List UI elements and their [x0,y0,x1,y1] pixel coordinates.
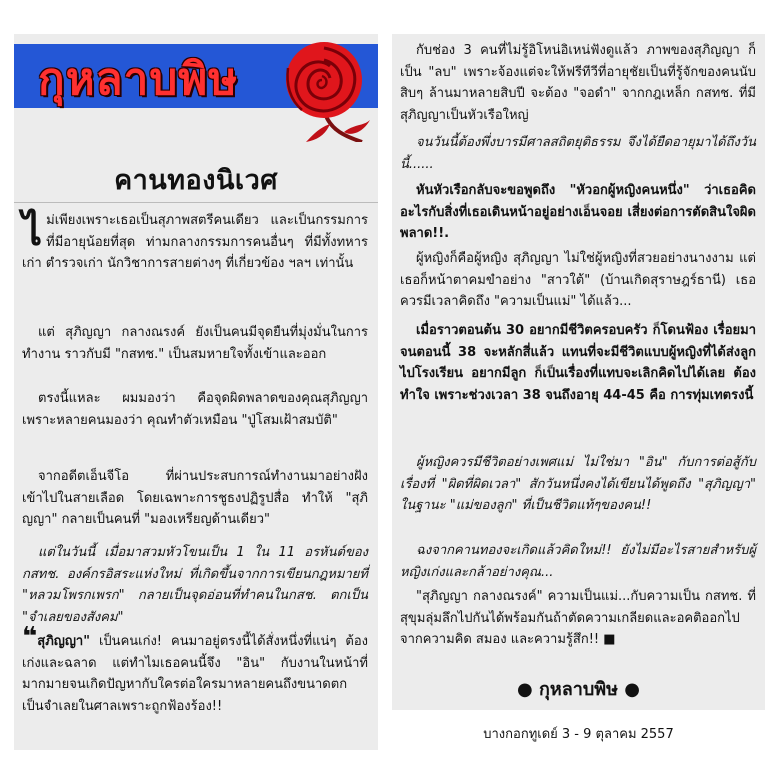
paragraph: ผู้หญิงก็คือผู้หญิง สุภิญญา ไม่ใช่ผู้หญิงที่สวยอย่างนางงาม แต่เธอก็หน้าตาคมขำอย่าง "สาวใต้" (บ้านเกิดสุราษฎร์ธานี) เธอควรมีเวลาคิดถึง "ความเป็นแม่" ได้แล้ว... [400,251,756,310]
dateline: บางกอกทูเดย์ 3 - 9 ตุลาคม 2557 [483,727,674,742]
paragraph: ตรงนี้แหละ ผมมองว่า คือจุดผิดพลาดของคุณสุภิญญา เพราะหลายคนมองว่า คุณทำตัวเหมือน "ปู่โสมเฝ้าสมบัติ" [22,391,368,428]
signoff: ● กุหลาบพิษ ● [516,679,640,700]
paragraph: ไม่เพียงเพราะเธอเป็นสุภาพสตรีคนเดียว และเป็นกรรมการที่มีอายุน้อยที่สุด ท่ามกลางกรรมการคนอื่นๆ ที่มีทั้งทหารเก่า ตำรวจเก่า นักวิชาการสายต่างๆ ที่เกี่ยวข้อง ฯลฯ เท่านั้น [22,209,368,272]
divider [14,202,378,203]
paragraph: แต่ สุภิญญา กลางณรงค์ ยังเป็นคนมีจุดยืนที่มุ่งมั่นในการทำงาน ราวกับมี "กสทช." เป็นสมหายใจทั้งเข้าและออก [22,325,368,362]
quote-mark-icon: ❝ [22,622,38,652]
rose-icon [266,38,378,142]
drop-cap: ไ [22,209,43,255]
paragraph: หันหัวเรือกลับจะขอพูดถึง "หัวอกผู้หญิงคนหนึ่ง" ว่าเธอคิดอะไรกับสิ่งที่เธอเดินหน้าอยู่อย่างเอ็นจอย เสี่ยงต่อการตัดสินใจผิดพลาด!!. [400,183,756,242]
byline: คานทองนิเวศ [114,165,278,196]
paragraph: จนวันนี้ต้องพึ่งบารมีศาลสถิตยุติธรรม จึงได้ยืดอายุมาได้ถึงวันนี้...... [400,135,756,172]
paragraph: กับช่อง 3 คนที่ไม่รู้อิโหน่อิเหน่ฟังดูแล้ว ภาพของสุภิญญา ก็เป็น "ลบ" เพราะจ้องแต่จะให้ฟรีทีวีที่อายุชัยเป็นที่รู้จักของคนนับสิบๆ ล้านมาหลายสิบปี จะต้อง "จอดำ" จากกฎเหล็ก กสทช. ที่มี สุภิญญาเป็นหัวเรือใหญ่ [400,43,756,123]
column-title: กุหลาบพิษ [38,54,239,105]
paragraph: แต่ในวันนี้ เมื่อมาสวมหัวโขนเป็น 1 ใน 11 อรหันต์ของ กสทช. องค์กรอิสระแห่งใหม่ ที่เกิดขึ้นจากการเขียนกฎหมายที่ "หลวมโพรกเพรก" กลายเป็นจุดอ่อนที่ทำคนในกสช. ตกเป็น "จำเลยของสังคม" [22,545,368,625]
left-column [14,34,378,750]
paragraph: ❝สุภิญญา" เป็นคนเก่ง! คนมาอยู่ตรงนี้ได้สั่งหนึ่งที่แน่ๆ ต้องเก่งและฉลาด แต่ทำไมเธอคนนี้จึง "อิน" กับงานในหน้าที่มากมายจนเกิดปัญหากับใครต่อใครมาหลายคนถึงขนาดตกเป็นจำเลยในศาลเพราะถูกฟ้องร้อง!! [22,622,368,714]
column-banner [14,34,378,142]
paragraph: ผู้หญิงควรมีชีวิตอย่างเพศแม่ ไม่ใช่มา "อิน" กับการต่อสู้กับเรื่องที่ "ผิดที่ผิดเวลา" สักวันหนึ่งคงได้เขียนได้พูดถึง "สุภิญญา" ในฐานะ "แม่ของลูก" ที่เป็นชีวิตแท้ๆของคน!! [400,455,756,514]
paragraph: จากอดีตเอ็นจีโอ ที่ผ่านประสบการณ์ทำงานมาอย่างฝังเข้าไปในสายเลือด โดยเฉพาะการชูธงปฏิรูปสื่อ ทำให้ "สุภิญญา" กลายเป็นคนที่ "มองเหรียญด้านเดียว" [22,469,368,528]
right-column [392,34,765,710]
paragraph: "สุภิญญา กลางณรงค์" ความเป็นแม่...กับความเป็น กสทช. ที่สุขุมลุ่มลึกไปกันได้พร้อมกันถ้าตัดความเกลียดและอคติออกไปจากความคิด สมอง และความรู้สึก!! ■ [400,589,756,648]
paragraph: ฉงจากคานทองจะเกิดแล้วคิดใหม่!! ยังไม่มีอะไรสายสำหรับผู้หญิงเก่งและกล้าอย่างคุณ... [400,543,756,580]
paragraph: เมื่อราวตอนต้น 30 อยากมีชีวิตครอบครัว ก็โดนฟ้อง เรื่อยมาจนตอนนี้ 38 จะหลักสี่แล้ว แทนที่จะมีชีวิตแบบผู้หญิงที่ได้ส่งลูกไปโรงเรียน อยากมีลูก ก็เป็นเรื่องที่แทบจะเลิกคิดไปได้เลย ต้องทำใจ เพราะช่วงเวลา 38 จนถึงอายุ 44-45 คือ การทุ่มเทตรงนี้ [400,323,756,403]
